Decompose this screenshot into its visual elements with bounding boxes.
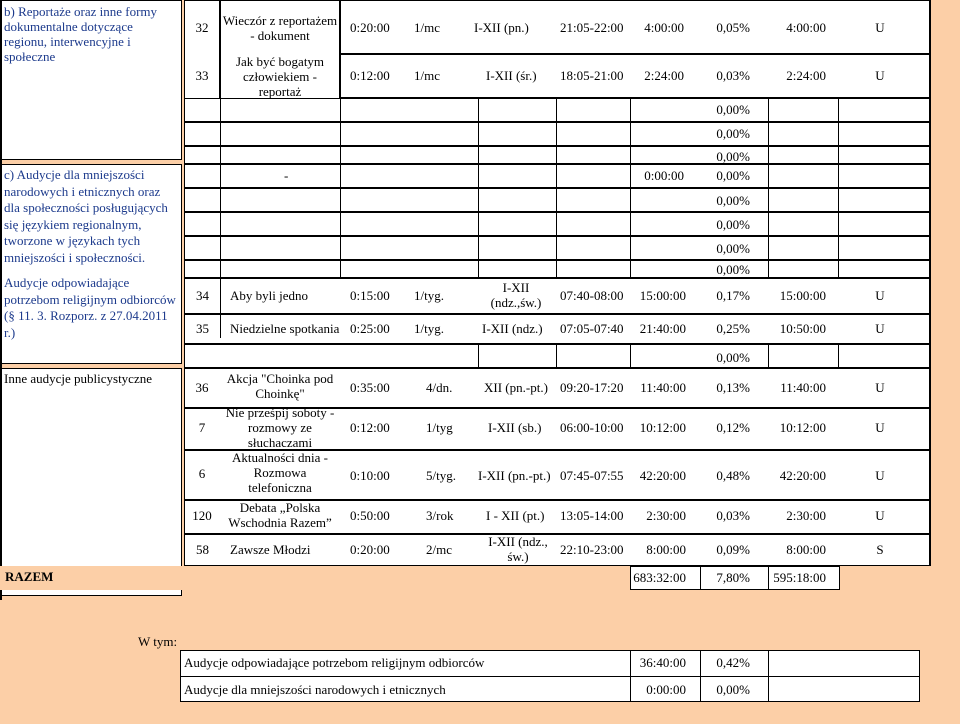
row-33-pct: 0,03% <box>716 68 750 83</box>
left-border <box>0 0 2 600</box>
right-border <box>930 0 931 566</box>
summary-minorities-label: Audycje dla mniejszości narodowych i etnicznych <box>184 682 446 697</box>
empty-row <box>184 188 930 212</box>
row-34-dur: 0:15:00 <box>350 288 390 303</box>
row-34-title: Aby byli jedno <box>230 288 308 303</box>
row-33-flag: U <box>875 68 885 83</box>
row-34-period: I-XII (ndz.,św.) <box>490 280 542 310</box>
summary-religious-pct: 0,42% <box>716 655 750 670</box>
row-36-period: XII (pn.-pt.) <box>484 380 548 395</box>
summary-minorities-total: 0:00:00 <box>646 682 686 697</box>
grid-line <box>340 98 341 278</box>
row-32-num: 32 <box>195 20 209 35</box>
row-7-dur: 0:12:00 <box>350 420 390 435</box>
row-35-total: 21:40:00 <box>639 321 686 336</box>
row-35-dur: 0:25:00 <box>350 321 390 336</box>
row-33-total2: 2:24:00 <box>786 68 826 83</box>
row-32-total2: 4:00:00 <box>786 20 826 35</box>
row-58-freq: 2/mc <box>426 542 452 557</box>
row-34-freq: 1/tyg. <box>414 288 444 303</box>
row-33-dur: 0:12:00 <box>350 68 390 83</box>
row-7-freq: 1/tyg <box>426 420 453 435</box>
row-34-flag: U <box>875 288 885 303</box>
grid-line <box>630 98 631 278</box>
row-120-pct: 0,03% <box>716 508 750 523</box>
row-35-num: 35 <box>196 321 209 336</box>
row-7-total2: 10:12:00 <box>779 420 826 435</box>
total-value: 683:32:00 <box>633 570 686 585</box>
publicist-cell <box>0 368 182 596</box>
row-35-total2: 10:50:00 <box>779 321 826 336</box>
c-row <box>184 164 930 188</box>
row-6-num: 6 <box>198 466 206 481</box>
religious-title: Audycje odpowiadające potrzebom religijnym odbiorców (§ 11. 3. Rozporz. z 27.04.2011 r.) <box>4 275 176 340</box>
empty-pct: 0,00% <box>716 193 750 208</box>
row-36-freq: 4/dn. <box>426 380 453 395</box>
grid-line <box>768 566 769 590</box>
grid-line <box>478 98 479 278</box>
row-120-total2: 2:30:00 <box>786 508 826 523</box>
total-label: RAZEM <box>5 569 54 584</box>
total-pct: 7,80% <box>716 570 750 585</box>
row-58-total2: 8:00:00 <box>786 542 826 557</box>
row-7-num: 7 <box>198 420 206 435</box>
empty-row <box>184 146 930 164</box>
c-row-total: 0:00:00 <box>644 168 684 183</box>
row-120-flag: U <box>875 508 885 523</box>
num-cell <box>184 0 220 108</box>
grid-line <box>180 676 920 677</box>
row-58-title: Zawsze Młodzi <box>230 542 311 557</box>
row-33-total: 2:24:00 <box>644 68 684 83</box>
row-33-freq: 1/mc <box>414 68 440 83</box>
row-120-period: I - XII (pt.) <box>486 508 545 523</box>
row-34-time: 07:40-08:00 <box>560 288 624 303</box>
row-34-total: 15:00:00 <box>639 288 686 303</box>
row-120-total: 2:30:00 <box>646 508 686 523</box>
empty-row <box>184 98 930 122</box>
grid-line <box>768 650 769 702</box>
row-35-pct: 0,25% <box>716 321 750 336</box>
row-35-freq: 1/tyg. <box>414 321 444 336</box>
row-6-total2: 42:20:00 <box>779 468 826 483</box>
row-7-pct: 0,12% <box>716 420 750 435</box>
row-6-total: 42:20:00 <box>639 468 686 483</box>
empty-pct: 0,00% <box>716 149 750 164</box>
row-58-total: 8:00:00 <box>646 542 686 557</box>
empty-pct: 0,00% <box>716 350 750 365</box>
row-36-title: Akcja "Choinka pod Choinkę" <box>226 371 334 401</box>
row-36-time: 09:20-17:20 <box>560 380 624 395</box>
publicist-title: Inne audycje publicystyczne <box>4 371 152 386</box>
grid-line <box>556 98 557 278</box>
empty-row <box>184 122 930 146</box>
row-6-time: 07:45-07:55 <box>560 468 624 483</box>
grid-line <box>478 344 479 368</box>
grid-line <box>768 344 769 368</box>
empty-row <box>184 344 930 368</box>
row-58-flag: S <box>876 542 884 557</box>
row-32-dur: 0:20:00 <box>350 20 390 35</box>
row-35-time: 07:05-07:40 <box>560 321 624 336</box>
row-32-time: 21:05-22:00 <box>560 20 624 35</box>
grid-line <box>630 344 631 368</box>
row-36-pct: 0,13% <box>716 380 750 395</box>
empty-row <box>184 236 930 260</box>
total-value2: 595:18:00 <box>773 570 826 585</box>
row-120-dur: 0:50:00 <box>350 508 390 523</box>
row-36-flag: U <box>875 380 885 395</box>
grid-line <box>768 98 769 278</box>
row-120-time: 13:05-14:00 <box>560 508 624 523</box>
empty-pct: 0,00% <box>716 241 750 256</box>
row-58-pct: 0,09% <box>716 542 750 557</box>
section-b-title: b) Reportaże oraz inne formy dokumentalne dotyczące regionu, interwencyjne i społeczne <box>4 4 158 64</box>
row-7-title: Nie prześpij soboty - rozmowy ze słuchaczami <box>225 405 335 450</box>
c-row-dash: - <box>284 168 289 183</box>
row-36-num: 36 <box>195 380 209 395</box>
row-32-period: I-XII (pn.) <box>474 20 529 35</box>
row-35-title: Niedzielne spotkania <box>230 321 340 336</box>
row-58-num: 58 <box>196 542 209 557</box>
empty-pct: 0,00% <box>716 102 750 117</box>
row-6-title: Aktualności dnia - Rozmowa telefoniczna <box>231 450 329 495</box>
row-120-title: Debata „Polska Wschodnia Razem” <box>228 500 332 530</box>
row-6-pct: 0,48% <box>716 468 750 483</box>
row-35-period: I-XII (ndz.) <box>482 321 543 336</box>
row-7-total: 10:12:00 <box>639 420 686 435</box>
row-58-time: 22:10-23:00 <box>560 542 624 557</box>
row-32-pct: 0,05% <box>716 20 750 35</box>
row-120-num: 120 <box>192 508 212 523</box>
row-32-freq: 1/mc <box>414 20 440 35</box>
row-6-flag: U <box>875 468 885 483</box>
row-6-freq: 5/tyg. <box>426 468 456 483</box>
summary-religious-total: 36:40:00 <box>639 655 686 670</box>
row-36-total2: 11:40:00 <box>780 380 826 395</box>
row-7-time: 06:00-10:00 <box>560 420 624 435</box>
grid-line <box>556 344 557 368</box>
row-7-period: I-XII (sb.) <box>488 420 542 435</box>
row-33-time: 18:05-21:00 <box>560 68 624 83</box>
row-120-freq: 3/rok <box>426 508 454 523</box>
row-32-title: Wieczór z reportażem - dokument <box>222 13 338 43</box>
row-36-dur: 0:35:00 <box>350 380 390 395</box>
c-row-pct: 0,00% <box>716 168 750 183</box>
grid-line <box>838 98 839 278</box>
grid-line <box>630 650 631 702</box>
summary-religious-label: Audycje odpowiadające potrzebom religijnym odbiorców <box>184 655 485 670</box>
row-34-pct: 0,17% <box>716 288 750 303</box>
row-33-title: Jak być bogatym człowiekiem - reportaż <box>235 54 325 99</box>
empty-pct: 0,00% <box>716 262 750 277</box>
empty-pct: 0,00% <box>716 217 750 232</box>
row-6-dur: 0:10:00 <box>350 468 390 483</box>
row-7-flag: U <box>875 420 885 435</box>
row-35-flag: U <box>875 321 885 336</box>
row-32-flag: U <box>875 20 885 35</box>
row-33-num: 33 <box>195 68 209 83</box>
empty-row <box>184 260 930 278</box>
summary-minorities-pct: 0,00% <box>716 682 750 697</box>
row-33-period: I-XII (śr.) <box>486 68 537 83</box>
row-58-period: I-XII (ndz., św.) <box>488 534 548 564</box>
empty-pct: 0,00% <box>716 126 750 141</box>
empty-row <box>184 212 930 236</box>
summary-label: W tym: <box>138 634 178 649</box>
grid-line <box>838 344 839 368</box>
row-6-period: I-XII (pn.-pt.) <box>478 468 551 483</box>
row-36-total: 11:40:00 <box>640 380 686 395</box>
row-34-total2: 15:00:00 <box>779 288 826 303</box>
row-58-dur: 0:20:00 <box>350 542 390 557</box>
section-c-title: c) Audycje dla mniejszości narodowych i etnicznych oraz dla społeczności posługujących się językiem regionalnym, tworzone w językach tych mniejszości i społeczności. <box>4 167 168 265</box>
row-34-num: 34 <box>196 288 209 303</box>
row-32-total: 4:00:00 <box>644 20 684 35</box>
grid-line <box>220 98 221 338</box>
